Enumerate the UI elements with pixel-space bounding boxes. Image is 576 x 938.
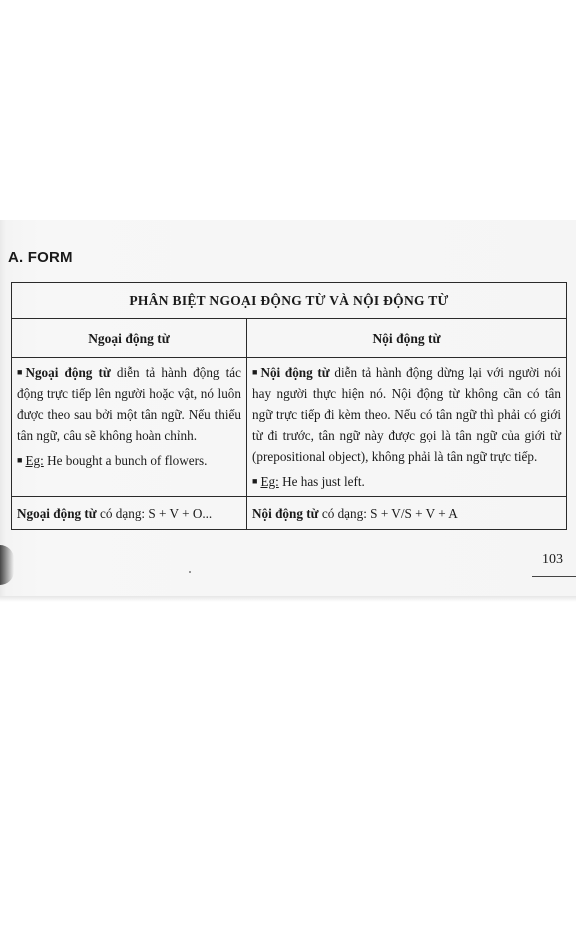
intransitive-form-term: Nội động từ [252, 505, 319, 521]
header-transitive: Ngoại động từ [12, 319, 247, 358]
transitive-example [17, 450, 241, 471]
page-number: 103 [542, 552, 563, 567]
intransitive-form-text: có dạng: S + V/S + V + A [318, 505, 458, 521]
transitive-term: Ngoại động từ [25, 365, 111, 380]
transitive-desc: diễn tả hành động tác động trực tiếp lên người hoặc vật, nó luôn được theo sau bởi một tân ngữ. Nếu thiếu tân ngữ, câu sẽ không hoàn chỉnh. [17, 365, 241, 443]
header-intransitive: Nội động từ [247, 319, 567, 358]
transitive-form-term: Ngoại động từ [17, 505, 97, 521]
intransitive-definition [252, 362, 561, 467]
example-text: He bought a bunch of flowers. [43, 453, 208, 468]
transitive-form [12, 497, 247, 530]
intransitive-form [247, 497, 567, 530]
page-edge [0, 596, 576, 602]
section-title: A. FORM [8, 249, 73, 266]
bullet-icon: ■ [17, 367, 23, 377]
transitive-description-cell [12, 358, 247, 497]
intransitive-term: Nội động từ [260, 365, 330, 380]
example-label: Eg: [25, 453, 44, 468]
comparison-table [11, 282, 567, 530]
intransitive-desc: diễn tả hành động dừng lại với người nói hay người thực hiện nó. Nội động từ không cần có tân ngữ trực tiếp đi kèm theo. Nếu có tân ngữ thì phải có giới từ đi trước, tân ngữ này được gọi là tân ngữ của giới từ (prepositional object), không phải là tân ngữ trực tiếp. [252, 365, 561, 464]
table-title: PHÂN BIỆT NGOẠI ĐỘNG TỪ VÀ NỘI ĐỘNG TỪ [12, 283, 567, 319]
intransitive-description-cell [247, 358, 567, 497]
speck [189, 571, 191, 573]
transitive-form-text: có dạng: S + V + O... [96, 505, 213, 521]
transitive-definition [17, 362, 241, 446]
bullet-icon: ■ [252, 476, 258, 486]
bullet-icon: ■ [17, 455, 23, 465]
page-number-rule [532, 576, 576, 577]
intransitive-example [252, 471, 561, 492]
example-label: Eg: [260, 474, 279, 489]
bullet-icon: ■ [252, 367, 258, 377]
example-text: He has just left. [278, 474, 365, 489]
